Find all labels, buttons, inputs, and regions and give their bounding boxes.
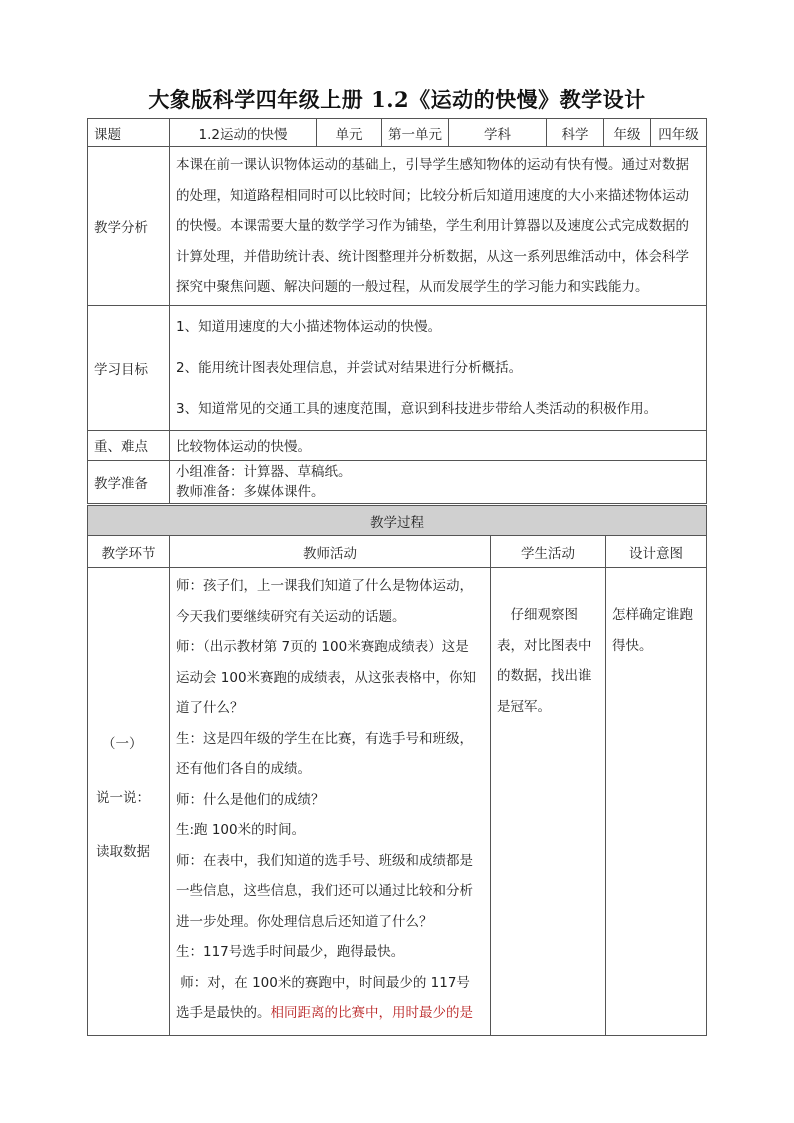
process-heading: 教学过程 bbox=[88, 506, 707, 536]
teacher-line: 师：什么是他们的成绩？ bbox=[176, 791, 325, 808]
column-header: 教师活动 bbox=[170, 536, 491, 568]
teacher-line: 今天我们要继续研究有关运动的话题。 bbox=[176, 608, 406, 625]
grade-value: 四年级 bbox=[651, 119, 707, 147]
subject-value: 科学 bbox=[547, 119, 604, 147]
column-header: 学生活动 bbox=[491, 536, 606, 568]
topic-value: 1.2运动的快慢 bbox=[170, 119, 317, 147]
intent-line: 怎样确定谁跑 bbox=[612, 607, 693, 623]
student-line: 仔细观察图 bbox=[497, 607, 578, 623]
design-intent bbox=[606, 568, 707, 1036]
unit-label: 单元 bbox=[317, 119, 382, 147]
preparation-label: 教学准备 bbox=[88, 460, 170, 503]
student-line: 是冠军。 bbox=[497, 698, 551, 715]
teacher-line: 道了什么？ bbox=[176, 700, 244, 716]
highlighted-text: 相同距离的比赛中，用时最少的是 bbox=[270, 1005, 473, 1021]
grade-label: 年级 bbox=[604, 119, 651, 147]
teaching-process-table bbox=[87, 505, 707, 1036]
group-preparation: 小组准备：计算器、草稿纸。 bbox=[176, 463, 352, 480]
teacher-line: 选手是最快的。 bbox=[176, 1005, 271, 1021]
column-header: 设计意图 bbox=[606, 536, 707, 568]
teacher-activity bbox=[170, 568, 491, 1036]
key-points-label: 重、难点 bbox=[88, 430, 170, 460]
key-points-text: 比较物体运动的快慢。 bbox=[170, 430, 707, 460]
intent-line: 得快。 bbox=[612, 637, 653, 654]
student-line: 的数据，找出谁 bbox=[497, 668, 592, 684]
teacher-preparation: 教师准备：多媒体课件。 bbox=[176, 483, 325, 500]
teacher-line: 师：孩子们，上一课我们知道了什么是物体运动， bbox=[176, 578, 473, 594]
stage-subtitle: 读取数据 bbox=[96, 844, 150, 860]
stage-cell bbox=[88, 568, 170, 1036]
teacher-line: 生:跑 100米的时间。 bbox=[176, 822, 306, 838]
analysis-text: 本课在前一课认识物体运动的基础上，引导学生感知物体的运动有快有慢。通过对数据的处理，知道路程相同时可以比较时间；比较分析后知道用速度的大小来描述物体运动的快慢。本课需要大量的数学学习作为铺垫，学生利用计算器以及速度公式完成数据的计算处理，并借助统计表、统计图整理并分析数据，从这一系列思维活动中，体会科学探究中聚焦问题、解决问题的一般过程，从而发展学生的学习能力和实践能力。 bbox=[170, 147, 707, 306]
column-header: 教学环节 bbox=[88, 536, 170, 568]
teacher-line: 生：117号选手时间最少，跑得最快。 bbox=[176, 944, 405, 960]
teacher-line: 一些信息，这些信息，我们还可以通过比较和分析 bbox=[176, 883, 473, 899]
teacher-line: 运动会 100米赛跑的成绩表，从这张表格中，你知 bbox=[176, 669, 477, 686]
analysis-label: 教学分析 bbox=[88, 147, 170, 306]
goals-label: 学习目标 bbox=[88, 305, 170, 430]
student-activity bbox=[491, 568, 606, 1036]
teacher-line: 师：在表中，我们知道的选手号、班级和成绩都是 bbox=[176, 852, 473, 869]
goal-item: 3、知道常见的交通工具的速度范围，意识到科技进步带给人类活动的积极作用。 bbox=[176, 400, 658, 417]
goal-item: 1、知道用速度的大小描述物体运动的快慢。 bbox=[176, 318, 442, 335]
topic-label: 课题 bbox=[88, 119, 170, 147]
stage-number: （一） bbox=[102, 736, 143, 752]
unit-value: 第一单元 bbox=[382, 119, 449, 147]
lesson-info-table bbox=[87, 118, 707, 504]
preparation-cell bbox=[170, 460, 707, 503]
stage-title: 说一说： bbox=[96, 790, 150, 806]
teacher-line: 生：这是四年级的学生在比赛，有选手号和班级， bbox=[176, 730, 473, 747]
teacher-line: 进一步处理。你处理信息后还知道了什么？ bbox=[176, 913, 433, 930]
goal-item: 2、能用统计图表处理信息，并尝试对结果进行分析概括。 bbox=[176, 359, 523, 376]
document-title: 大象版科学四年级上册 1.2《运动的快慢》教学设计 bbox=[148, 87, 646, 112]
student-line: 表，对比图表中 bbox=[497, 637, 592, 654]
teacher-line: 还有他们各自的成绩。 bbox=[176, 761, 311, 777]
teacher-line: 师：（出示教材第 7页的 100米赛跑成绩表）这是 bbox=[176, 639, 469, 655]
goals-cell bbox=[170, 305, 707, 430]
teacher-line-last bbox=[176, 998, 484, 1029]
teacher-line: 师：对，在 100米的赛跑中，时间最少的 117号 bbox=[176, 974, 470, 991]
subject-label: 学科 bbox=[449, 119, 547, 147]
